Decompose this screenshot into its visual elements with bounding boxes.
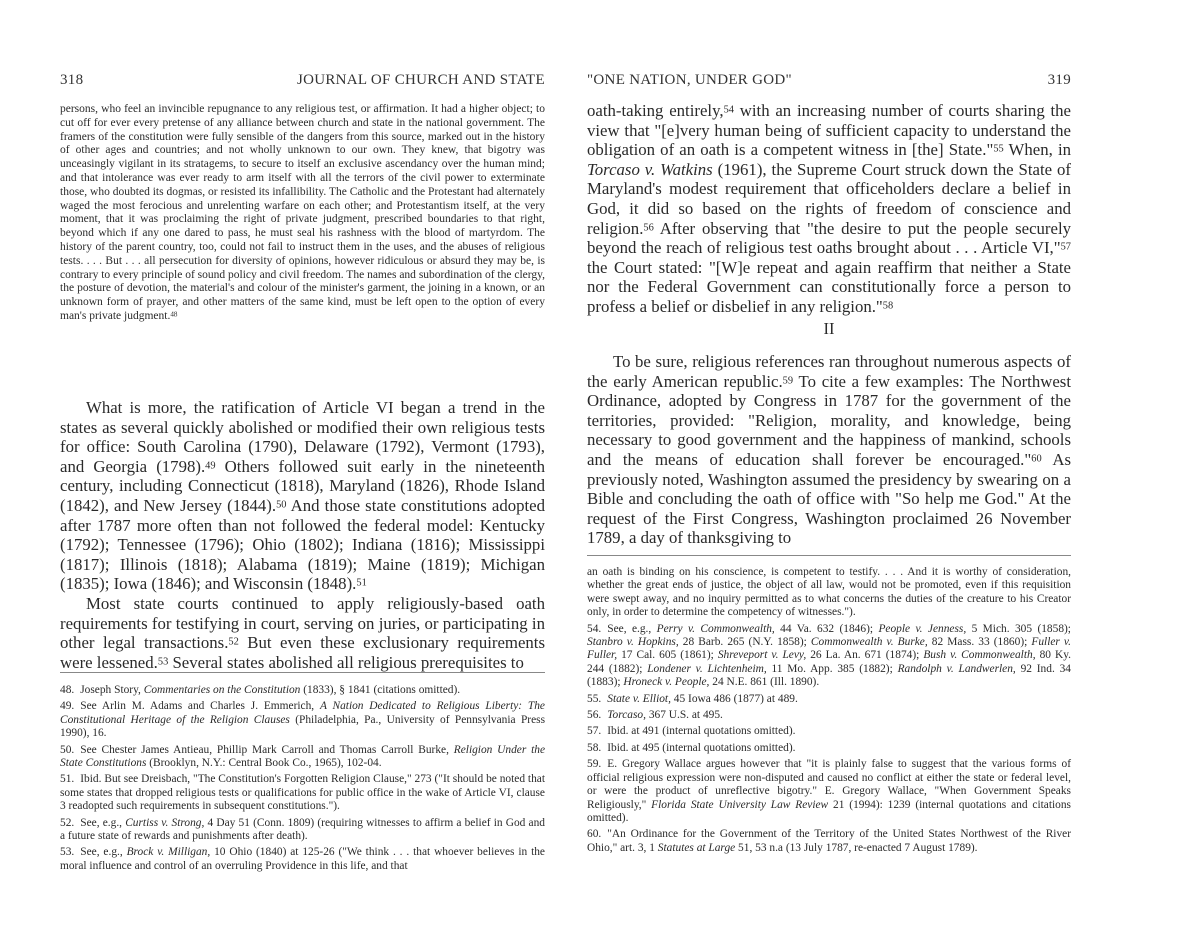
footnote-ref: 59 <box>782 374 794 386</box>
footnote-55 <box>587 693 1071 706</box>
text-run: Ibid. But see Dreisbach, "The Constitution's Forgotten Religion Clause," 273 ("It should be noted that some states that dropped religious tests or qualifications for public office in the wake of Article VI, clause 3 readopted such requirements in subsequent constitutions."). <box>60 773 545 813</box>
footnote-number: 51. <box>60 773 75 786</box>
footnote-ref: 58 <box>882 300 894 312</box>
text-run: See Arlin M. Adams and Charles J. Emmerich, <box>80 700 320 713</box>
text-run: 5 Mich. 305 (1858); <box>966 622 1071 635</box>
text-run: "An Ordinance for the Government of the Territory of the United States Northwest of the River Ohio," art. 3, 1 <box>587 828 1071 854</box>
text-run: Several states abolished all religious prerequisites to <box>168 652 524 672</box>
paragraph <box>60 594 545 672</box>
case-name: Fuller v. Fuller, <box>587 636 1071 662</box>
text-run: (1833), § 1841 (citations omitted). <box>300 684 461 696</box>
footnote-ref: 57 <box>1060 241 1071 253</box>
footnote-52 <box>60 817 545 844</box>
footnote-number: 49. <box>60 700 75 713</box>
text-run: Brock v. Milligan, <box>126 846 211 859</box>
footnote-56 <box>587 709 1071 722</box>
footnote-divider <box>587 555 1071 556</box>
paragraph <box>587 352 1071 548</box>
footnote-48 <box>60 684 545 697</box>
footnote-number: 50. <box>60 743 75 756</box>
text-run: 51, 53 n.a (13 July 1787, re-enacted 7 August 1789). <box>735 841 978 854</box>
right-footnotes <box>587 566 1071 858</box>
text-run: See Chester James Antieau, Phillip Mark Carroll and Thomas Carroll Burke, <box>80 743 454 756</box>
section-body-text <box>587 352 1071 548</box>
page-number: 318 <box>60 72 84 88</box>
text-run: 10 Ohio (1840) at 125-26 ("We think . . . that whoever believes in the moral influence and control of an overruling Providence in this life, and that <box>60 846 545 872</box>
text-run: E. Gregory Wallace argues however that "it is plainly false to suggest that the various forms of official religious expression were non-disputed and caused no conflict at either the state or federal level, or were the product of unreflective bigotry." E. Gregory Wallace, "When Government Speaks Religiously," <box>587 758 1071 811</box>
footnote-number: 60. <box>587 828 602 841</box>
left-footnotes <box>60 684 545 876</box>
footnote-59 <box>587 758 1071 825</box>
footnote-49 <box>60 700 545 740</box>
text-run: 26 La. An. 671 (1874); <box>806 649 924 662</box>
text-run: Statutes at Large <box>657 841 736 854</box>
text-run: 28 Barb. 265 (N.Y. 1858); <box>678 636 811 649</box>
footnote-number: 56. <box>587 709 602 722</box>
block-quote-text: persons, who feel an invincible repugnance to any religious test, or affirmation. It had a higher object; to cut off for ever every pretense of any alliance between church and state in the national government. The framers of the constitution were fully sensible of the dangers from this source, marked out in the history of other ages and countries; and not wholly unknown to our own. They knew, that bigotry was unceasingly vigilant in its stratagems, to secure to itself an exclusive ascendancy over the human mind; and that intolerance was ever ready to arm itself with all the terrors of the civil power to exterminate those, who doubted its dogmas, or resisted its infallibility. The Catholic and the Protestant had alternately waged the most ferocious and unrelenting warfare on each other; and Protestantism itself, at the very moment, that it was proclaiming the right of private judgment, prescribed boundaries to that right, beyond which if any one dared to pass, he must seal his rashness with the blood of martyrdom. The history of the parent country, too, could not fail to instruct them in the uses, and the abuses of religious tests. . . . But . . . all persecution for diversity of opinions, however ridiculous or absurd they may be, is contrary to every principle of sound policy and civil freedom. The names and subordination of the clergy, the posture of devotion, the material's and colour of the minister's garment, the joining in a known, or an unknown form of prayer, and other matters of the same kind, must be left open to the option of every man's private judgment. <box>60 103 545 322</box>
text-run: Most state courts continued to apply religiously-based oath requirements for testifying in court, serving on juries, or participating in other legal transactions. <box>60 593 545 653</box>
footnote-number: 59. <box>587 758 602 771</box>
footnote-number: 55. <box>587 692 602 705</box>
text-run: the Court stated: "[W]e repeat and again reaffirm that neither a State nor the Federal Government can constitutionally force a person to profess a belief or disbelief in any religion." <box>587 257 1071 316</box>
footnote-60 <box>587 828 1071 855</box>
text-run: To cite a few examples: The Northwest Ordinance, adopted by Congress in 1787 for the government of the territories, provided: "Religion, morality, and knowledge, being necessary to good government and the happiness of mankind, schools and the means of education shall forever be encouraged." <box>587 371 1071 469</box>
case-name: Torcaso, <box>607 709 646 722</box>
footnote-58 <box>587 742 1071 755</box>
text-run: Ibid. at 491 (internal quotations omitted). <box>607 725 796 738</box>
case-name: Hroneck v. People, <box>623 676 710 689</box>
footnote-53-continued <box>587 566 1071 620</box>
case-name: Londener v. Lichtenheim, <box>647 662 767 675</box>
text-run: 92 Ind. 34 (1883); <box>587 662 1071 689</box>
footnote-number: 48. <box>60 684 75 696</box>
text-run: 21 (1994): 1239 (internal quotations and citations omitted). <box>587 798 1071 824</box>
case-name: Stanbro v. Hopkins, <box>587 636 679 649</box>
case-name: Torcaso v. Watkins <box>587 159 713 179</box>
footnote-ref: 55 <box>993 143 1004 155</box>
footnote-54 <box>587 623 1071 690</box>
text-run: See, e.g., <box>80 846 127 859</box>
case-name: People v. Jenness, <box>878 622 967 635</box>
footnote-ref: 53 <box>157 656 169 668</box>
footnote-number: 52. <box>60 816 75 829</box>
text-run: Ibid. at 495 (internal quotations omitted). <box>607 741 796 754</box>
footnote-ref: 54 <box>723 104 734 116</box>
text-run: an oath is binding on his conscience, is competent to testify. . . . And it is worthy of consideration, whether the great ends of justice, the object of all law, would not be promoted, even if this requisition were swept away, and no inquiry permitted as to what concerns the duties of the creature to his Creator only, in order to determine the competency of witnesses."). <box>587 566 1071 619</box>
case-name: Shreveport v. Levy, <box>717 649 807 662</box>
text-run: Others followed suit early in the nineteenth century, including Connecticut (1818), Maryland (1826), Rhode Island (1842), and New Jersey (1844). <box>60 456 545 515</box>
text-run: 11 Mo. App. 385 (1882); <box>766 662 898 675</box>
left-body-text <box>60 398 545 672</box>
case-name: State v. Elliot, <box>607 692 671 705</box>
text-run: 44 Va. 632 (1846); <box>774 622 879 635</box>
journal-name: Florida State University Law Review <box>651 798 829 811</box>
text-run: oath-taking entirely, <box>587 101 724 120</box>
text-run: What is more, the ratification of Article VI began a trend in the states as several quickly abolished or modified their own religious tests for office: South Carolina (1790), Delaware (1792), Vermont (1793), and Georgia (1798). <box>60 398 545 476</box>
text-run: (Philadelphia, Pa., University of Pennsylvania Press 1990), 16. <box>60 713 545 740</box>
text-run: 4 Day 51 (Conn. 1809) (requiring witnesses to affirm a belief in God and a future state of rewards and punishments after death). <box>60 816 545 843</box>
footnote-divider <box>60 672 545 673</box>
text-run: Religion Under the State Constitutions <box>60 743 546 770</box>
text-run: To be sure, religious references ran throughout numerous aspects of the early American republic. <box>587 352 1071 391</box>
footnote-ref: 51 <box>356 577 367 589</box>
text-run: Curtiss v. Strong, <box>125 816 205 829</box>
footnote-50 <box>60 744 545 771</box>
footnote-51 <box>60 773 545 813</box>
case-name: Bush v. Commonwealth, <box>923 649 1036 662</box>
paragraph <box>587 101 1071 317</box>
running-title: "ONE NATION, UNDER GOD" <box>587 72 792 88</box>
text-run: And those state constitutions adopted after 1787 more often than not followed the federal model: Kentucky (1792); Tennessee (1796); Ohio (1802); Indiana (1816); Mississippi (1817); Illinois (1818); Alabama (1819); Maine (1819); Michigan (1835); Iowa (1846); and Wisconsin (1848). <box>60 495 545 594</box>
footnote-ref: 49 <box>205 460 216 472</box>
case-name: Commonwealth v. Burke, <box>810 636 928 649</box>
text-run: 45 Iowa 486 (1877) at 489. <box>670 692 798 705</box>
footnote-57 <box>587 725 1071 738</box>
text-run: See, e.g., <box>80 816 126 829</box>
text-run: (Brooklyn, N.Y.: Central Book Co., 1965), 102-04. <box>146 757 382 770</box>
text-run: 82 Mass. 33 (1860); <box>927 636 1032 649</box>
right-page <box>587 0 1071 935</box>
text-run: See, e.g., <box>607 622 657 635</box>
paragraph <box>60 398 545 594</box>
case-name: Perry v. Commonwealth, <box>656 622 775 635</box>
footnote-ref: 50 <box>276 499 287 511</box>
left-page <box>60 0 545 935</box>
footnote-number: 58. <box>587 741 602 754</box>
text-run: After observing that "the desire to put the people securely beyond the reach of religious test oaths brought about . . . Article VI," <box>587 218 1071 258</box>
footnote-53 <box>60 846 545 873</box>
text-run: (1961), the Supreme Court struck down the State of Maryland's modest requirement that officeholders declare a belief in God, it did so based on the rights of freedom of conscience and religion. <box>587 159 1071 238</box>
text-run: 367 U.S. at 495. <box>645 709 723 722</box>
case-name: Randolph v. Landwerlen, <box>897 662 1016 675</box>
right-body-text <box>587 101 1071 317</box>
text-run: A Nation Dedicated to Religious Liberty: The Constitutional Heritage of the Religion Clauses <box>60 700 545 726</box>
text-run: When, in <box>1003 140 1071 160</box>
running-title: JOURNAL OF CHURCH AND STATE <box>296 72 545 88</box>
footnote-ref: 60 <box>1031 453 1042 465</box>
text-run: 80 Ky. 244 (1882); <box>587 649 1071 675</box>
text-run: 24 N.E. 861 (Ill. 1890). <box>709 676 820 689</box>
text-run: Joseph Story, <box>80 684 144 696</box>
footnote-number: 54. <box>587 622 602 635</box>
footnote-ref: 48 <box>170 310 178 319</box>
text-run: But even these exclusionary requirements were lessened. <box>60 633 545 672</box>
block-quote <box>60 103 545 324</box>
footnote-ref: 56 <box>643 221 654 233</box>
footnote-ref: 52 <box>228 636 239 648</box>
section-heading: II <box>823 319 835 338</box>
footnote-number: 57. <box>587 725 602 738</box>
footnote-number: 53. <box>60 846 75 859</box>
text-run: 17 Cal. 605 (1861); <box>617 649 718 662</box>
text-run: with an increasing number of courts sharing the view that "[e]very human being of sufficient capacity to understand the obligation of an oath is a competent witness in [the] State." <box>587 101 1071 160</box>
page-number: 319 <box>1047 72 1071 88</box>
text-run: Commentaries on the Constitution <box>143 684 301 696</box>
text-run: As previously noted, Washington assumed the presidency by swearing on a Bible and concluding the oath of office with "So help me God." At the request of the First Congress, Washington proclaimed 26 November 1789, a day of thanksgiving to <box>587 449 1071 548</box>
